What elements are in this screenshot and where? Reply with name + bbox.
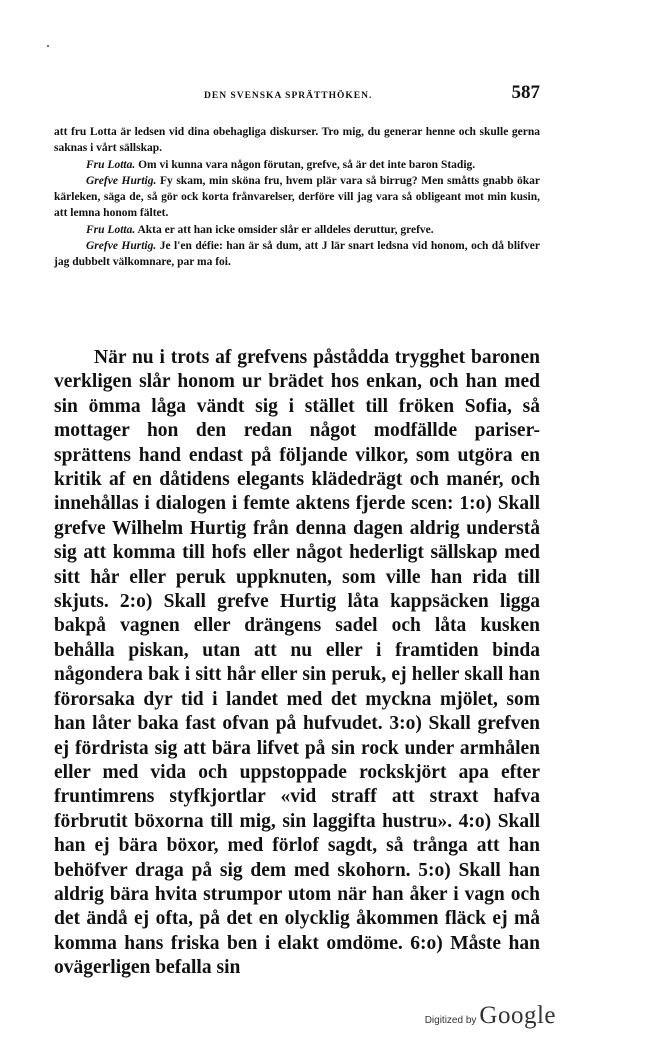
dialogue-line: [54, 157, 540, 173]
body-paragraph: När nu i trots af grefvens påståddа trygghet baronen verkligen slår honom ur brädet hos enkan, och han med sin ömma låga vändt sig i stället till fröken Sofia, så mottager hon den redan något modfällde pariser-sprättens hand endast på följande vilkor, som utgöra en kritik af en dåtidens elegants klädedrägt och manér, och innehållas i dialogen i femte aktens fjerde scen: 1:o) Skall grefve Wilhelm Hurtig från denna dagen aldrig understå sig att komma till hofs eller något hederligt sällskap med sitt hår eller peruk uppknuten, som ville han rida till skjuts. 2:o) Skall grefve Hurtig låta kappsäcken ligga bakpå vagnen eller drängens sadel och låta kusken behålla piskan, utan att nu eller i framtiden binda någondera bak i sitt hår eller sin peruk, ej heller skall han förorsaka dyr tid i landet med det myckna mjölet, som han låter baka fast ofvan på hufvudet. 3:o) Skall grefven ej fördrista sig att bära lifvet på sin rock under armhålen eller med vida och uppstoppade rockskjört apa efter fruntimrens styfkjortlar «vid straff att straxt hafva förbrutit böxorna till mig, sin laggifta hustru». 4:o) Skall han ej bära böxor, med förlof sagdt, så trånga att han behöfver draga på sig dem med skohorn. 5:o) Skall han aldrig bära hvita strumpor utom när han åker i vagn och det ändå ej ofta, på det en olycklig åkommen fläck ej må komma hans friska ben i elakt omdöme. 6:o) Måste han ovägerligen befalla sin: [54, 347, 540, 979]
scan-speck: [47, 45, 49, 47]
dialogue-block: [54, 124, 540, 271]
speaker-name: Fru Lotta.: [86, 158, 136, 171]
google-logo: Google: [479, 1002, 556, 1029]
dialogue-line: [54, 124, 540, 157]
body-text: [54, 346, 540, 981]
dialogue-text: Akta er att han icke omsider slår er alldeles deruttur, grefve.: [135, 223, 434, 236]
dialogue-line: [54, 222, 540, 238]
speaker-name: Fru Lotta.: [86, 223, 136, 236]
dialogue-line: [54, 238, 540, 271]
dialogue-text: Om vi kunna vara någon förutan, grefve, så är det inte baron Stadig.: [135, 158, 476, 171]
dialogue-line: [54, 173, 540, 222]
dialogue-text: Je l'en défie: han är så dum, att J lär snart ledsna vid honom, och då blifver jag dubbelt välkomnare, par ma foi.: [54, 240, 540, 269]
digitization-footer: [425, 1002, 556, 1030]
page-header: [54, 82, 540, 106]
running-title: DEN SVENSKA SPRÄTTHÖKEN.: [204, 91, 373, 101]
dialogue-text: att fru Lotta är ledsen vid dina obehagliga diskurser. Tro mig, du generar henne och skulle gerna saknas i vårt sällskap.: [54, 126, 540, 155]
dialogue-text: Fy skam, min sköna fru, hvem plär vara så birrug? Men småtts gnabb ökar kärleken, säga de, så gör ock korta frånvarelser, derföre vill jag vara så obligeant mot min kusin, att lemna honom fältet.: [54, 174, 540, 220]
digitized-label: Digitized by: [424, 1015, 477, 1026]
page-number: 587: [511, 82, 540, 103]
speaker-name: Grefve Hurtig.: [86, 174, 157, 187]
speaker-name: Grefve Hurtig.: [86, 240, 157, 253]
